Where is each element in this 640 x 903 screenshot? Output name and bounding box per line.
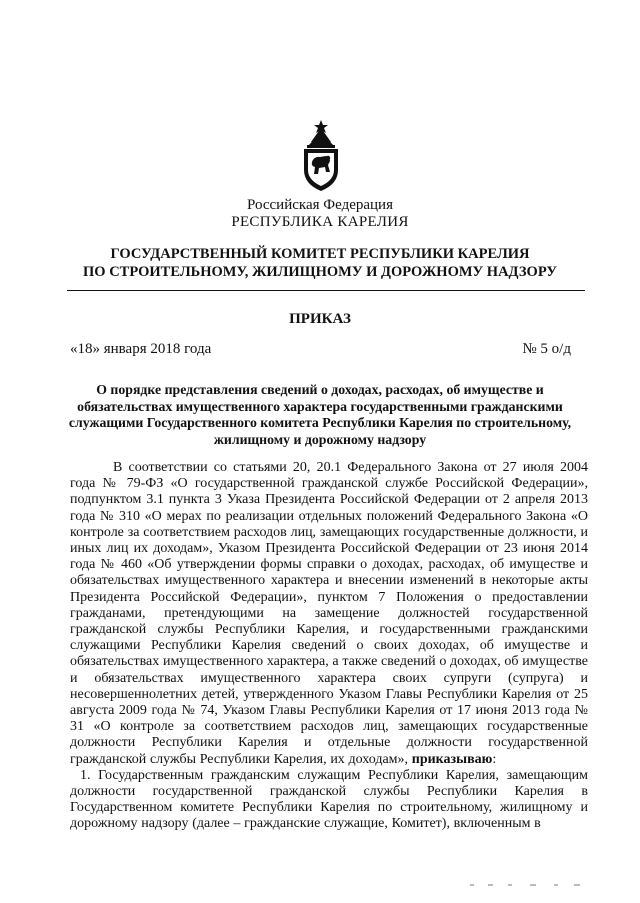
- header-divider: [67, 290, 585, 291]
- order-word: приказываю: [411, 751, 493, 767]
- agency-name-line-1: ГОСУДАРСТВЕННЫЙ КОМИТЕТ РЕСПУБЛИКИ КАРЕЛИЯ: [110, 246, 530, 262]
- order-suffix: :: [492, 751, 497, 767]
- document-body: [70, 460, 588, 833]
- document-type-title: ПРИКАЗ: [289, 311, 351, 327]
- body-paragraph-2: 1. Государственным гражданским служащим Республики Карелия, замещающим должности государственной гражданской службы Республики Карелия в Государственном комитете Республики Карелия по строительному, жилищному и дорожному надзору (далее – гражданские служащие, Комитет), включенным в: [70, 767, 588, 832]
- document-subject: О порядке представления сведений о доходах, расходах, об имуществе и обязательствах имущественного характера государственными гражданскими служащими Государственного комитета Республики Карелия по строительному, жилищному и дорожному надзору: [68, 382, 572, 447]
- country-name: Российская Федерация: [247, 197, 393, 213]
- coat-of-arms-icon: [299, 120, 343, 192]
- document-number: № 5 о/д: [522, 341, 571, 357]
- agency-name-line-2: ПО СТРОИТЕЛЬНОМУ, ЖИЛИЩНОМУ И ДОРОЖНОМУ НАДЗОРУ: [83, 264, 557, 280]
- scan-artifact-marks: [470, 883, 590, 887]
- republic-name: РЕСПУБЛИКА КАРЕЛИЯ: [231, 214, 409, 230]
- document-date: «18» января 2018 года: [70, 341, 212, 357]
- karelia-coat-of-arms-emblem: [299, 120, 343, 192]
- paragraph-1-text: В соответствии со статьями 20, 20.1 Федерального Закона от 27 июля 2004 года № 79-ФЗ «О государственной гражданской службе Российской Федерации», подпунктом 3.1 пункта 3 Указа Президента Российской Федерации от 2 апреля 2013 года № 310 «О мерах по реализации отдельных положений Федерального Закона «О контроле за соответствием расходов лиц, замещающих государственные должности, и иных лиц их доходам», Указом Президента Российской Федерации от 23 июня 2014 года № 460 «Об утверждении формы справки о доходах, расходах, об имуществе и обязательствах имущественного характера и внесении изменений в некоторые акты Президента Российской Федерации», пунктом 7 Положения о предоставлении гражданами, претендующими на замещение должностей государственной гражданской службы Республики Карелия, и государственными гражданскими служащими Республики Карелия сведений о своих доходах, об имуществе и обязательствах имущественного характера, а также сведений о доходах, об имуществе и обязательствах имущественного характера своих супруги (супруга) и несовершеннолетних детей, утвержденного Указом Главы Республики Карелия от 25 августа 2009 года № 74, Указом Главы Республики Карелия от 17 июня 2013 года № 31 «О контроле за соответствием расходов лиц, замещающих государственные должности Республики Карелия и отдельные должности государственной гражданской службы Республики Карелия, их доходам»,: [70, 460, 588, 767]
- body-paragraph-1: [70, 460, 588, 768]
